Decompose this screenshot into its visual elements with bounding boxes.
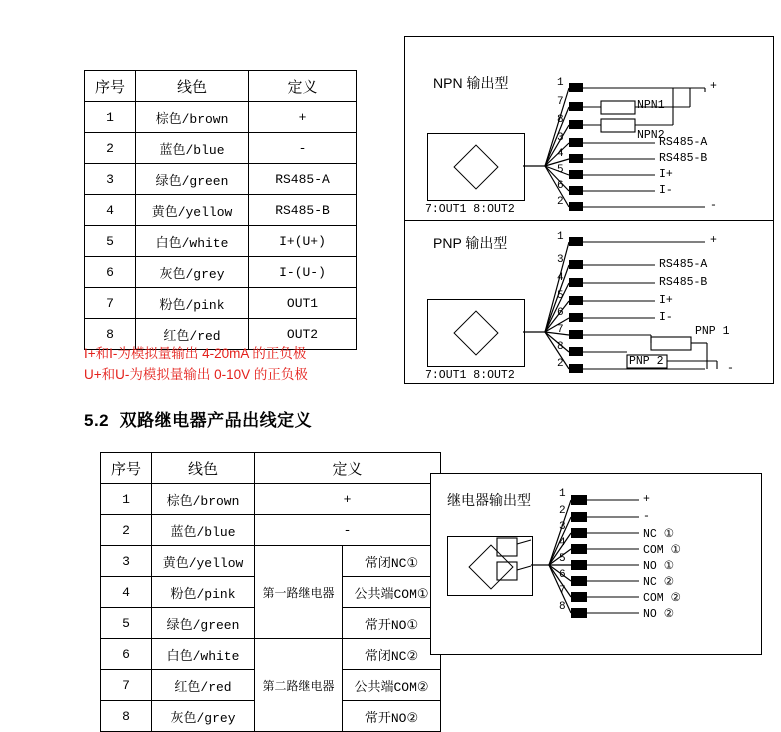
- cell-no: 2: [85, 133, 136, 164]
- cell-color: 粉色/pink: [152, 577, 255, 608]
- pnp-relay1-label: PNP 1: [695, 325, 730, 338]
- cell-group-relay2: 第二路继电器: [255, 639, 343, 732]
- table-header-row: [85, 71, 357, 102]
- relay-diagram-title: 继电器输出型: [447, 492, 531, 508]
- npn-term-iplus: I+: [659, 168, 673, 181]
- cell-color: 红色/red: [152, 670, 255, 701]
- wire-definition-table-2: [100, 452, 441, 732]
- table2-header-def: 定义: [255, 453, 441, 484]
- cell-def: 常闭NC②: [343, 639, 441, 670]
- cell-no: 3: [85, 164, 136, 195]
- pnp-pin-3: 3: [557, 254, 564, 266]
- pnp-term-rs485b: RS485-B: [659, 276, 708, 289]
- cell-no: 8: [85, 319, 136, 350]
- cell-color: 黄色/yellow: [136, 195, 249, 226]
- npn-relay2-label: NPN2: [637, 129, 665, 142]
- pnp-term-rs485a: RS485-A: [659, 258, 708, 271]
- section-number: 5.2: [84, 411, 110, 430]
- table-row: [101, 546, 441, 577]
- cell-no: 1: [85, 102, 136, 133]
- cell-def: RS485-A: [249, 164, 357, 195]
- cell-color: 棕色/brown: [136, 102, 249, 133]
- relay-term-com1: COM ①: [643, 544, 681, 557]
- pnp-pin-7: 7: [557, 324, 564, 336]
- cell-color: 白色/white: [152, 639, 255, 670]
- npn-pin-7: 7: [557, 96, 564, 108]
- cell-color: 灰色/grey: [136, 257, 249, 288]
- pnp-diagram-title: PNP 输出型: [433, 235, 508, 251]
- table-row: [85, 195, 357, 226]
- cell-def: 公共端COM②: [343, 670, 441, 701]
- relay-term-nc2: NC ②: [643, 576, 675, 589]
- table-row: [85, 164, 357, 195]
- cell-def: I-(U-): [249, 257, 357, 288]
- cell-color: 蓝色/blue: [136, 133, 249, 164]
- cell-no: 7: [85, 288, 136, 319]
- relay-term-no1: NO ①: [643, 560, 675, 573]
- pnp-pin-1: 1: [557, 231, 564, 243]
- section-title-text: 双路继电器产品出线定义: [119, 411, 313, 430]
- cell-color: 蓝色/blue: [152, 515, 255, 546]
- pnp-pin-6: 6: [557, 307, 564, 319]
- note-analog-current: I+和I-为模拟量输出 4-20mA 的正负极: [84, 346, 307, 361]
- cell-def: 常开NO①: [343, 608, 441, 639]
- relay-term-no2: NO ②: [643, 608, 675, 621]
- table1-header-def: 定义: [249, 71, 357, 102]
- relay-pin-7: 7: [559, 585, 566, 597]
- pnp-pin-4: 4: [557, 272, 564, 284]
- npn-term-rs485b: RS485-B: [659, 152, 708, 165]
- cell-color: 灰色/grey: [152, 701, 255, 732]
- table-row: [101, 639, 441, 670]
- cell-def: I+(U+): [249, 226, 357, 257]
- cell-def: 公共端COM①: [343, 577, 441, 608]
- cell-no: 4: [85, 195, 136, 226]
- table-row: [85, 226, 357, 257]
- relay-pin-2: 2: [559, 505, 566, 517]
- cell-no: 2: [101, 515, 152, 546]
- pnp-pin-5: 5: [557, 290, 564, 302]
- table-row: [85, 288, 357, 319]
- npn-pin-2: 2: [557, 196, 564, 208]
- cell-def: OUT2: [249, 319, 357, 350]
- cell-no: 6: [85, 257, 136, 288]
- pnp-term-iplus: I+: [659, 294, 673, 307]
- relay-term-negative: -: [643, 510, 650, 523]
- cell-no: 5: [101, 608, 152, 639]
- relay-wiring-lines: [431, 474, 761, 654]
- table-row: [101, 515, 441, 546]
- cell-color: 白色/white: [136, 226, 249, 257]
- npn-pin-1: 1: [557, 77, 564, 89]
- cell-color: 黄色/yellow: [152, 546, 255, 577]
- relay-pin-5: 5: [559, 553, 566, 565]
- npn-pin-4: 4: [557, 148, 564, 160]
- table-row: [101, 484, 441, 515]
- cell-no: 8: [101, 701, 152, 732]
- cell-color: 棕色/brown: [152, 484, 255, 515]
- table-header-row: [101, 453, 441, 484]
- table-row: [85, 257, 357, 288]
- cell-color: 粉色/pink: [136, 288, 249, 319]
- table-row: [85, 133, 357, 164]
- table2-header-color: 线色: [152, 453, 255, 484]
- table-row: [85, 102, 357, 133]
- pnp-sensor-output-label: 7:OUT1 8:OUT2: [425, 369, 515, 382]
- npn-diagram-title: NPN 输出型: [433, 75, 509, 91]
- cell-def: +: [249, 102, 357, 133]
- npn-pin-5: 5: [557, 164, 564, 176]
- npn-pin-3: 3: [557, 132, 564, 144]
- pnp-pin-8: 8: [557, 341, 564, 353]
- pnp-term-negative: -: [727, 362, 734, 375]
- npn-sensor-output-label: 7:OUT1 8:OUT2: [425, 203, 515, 216]
- relay-pin-1: 1: [559, 488, 566, 500]
- npn-pin-8: 8: [557, 114, 564, 126]
- cell-def: 常闭NC①: [343, 546, 441, 577]
- cell-def: RS485-B: [249, 195, 357, 226]
- table2-header-no: 序号: [101, 453, 152, 484]
- cell-no: 3: [101, 546, 152, 577]
- table1-header-color: 线色: [136, 71, 249, 102]
- npn-term-iminus: I-: [659, 184, 673, 197]
- relay-pin-4: 4: [559, 537, 566, 549]
- note-analog-voltage: U+和U-为模拟量输出 0-10V 的正负极: [84, 367, 308, 382]
- pnp-term-positive: +: [710, 234, 717, 247]
- cell-def: +: [255, 484, 441, 515]
- npn-term-negative: -: [710, 199, 717, 212]
- cell-def: -: [249, 133, 357, 164]
- relay-output-diagram-panel: [430, 473, 762, 655]
- cell-group-relay1: 第一路继电器: [255, 546, 343, 639]
- cell-color: 红色/red: [136, 319, 249, 350]
- output-type-diagram-panel: [404, 36, 774, 384]
- table1-header-no: 序号: [85, 71, 136, 102]
- section-heading: [84, 406, 312, 431]
- relay-term-com2: COM ②: [643, 592, 681, 605]
- npn-pin-6: 6: [557, 180, 564, 192]
- relay-pin-6: 6: [559, 569, 566, 581]
- cell-no: 7: [101, 670, 152, 701]
- relay-term-nc1: NC ①: [643, 528, 675, 541]
- cell-def: 常开NO②: [343, 701, 441, 732]
- pnp-relay2-label: PNP 2: [629, 355, 664, 368]
- pnp-term-iminus: I-: [659, 311, 673, 324]
- npn-relay1-label: NPN1: [637, 99, 665, 112]
- cell-no: 5: [85, 226, 136, 257]
- cell-def: -: [255, 515, 441, 546]
- relay-term-positive: +: [643, 493, 650, 506]
- cell-color: 绿色/green: [136, 164, 249, 195]
- cell-def: OUT1: [249, 288, 357, 319]
- npn-term-positive: +: [710, 80, 717, 93]
- relay-pin-8: 8: [559, 601, 566, 613]
- cell-color: 绿色/green: [152, 608, 255, 639]
- cell-no: 1: [101, 484, 152, 515]
- npn-term-rs485a: RS485-A: [659, 136, 708, 149]
- relay-pin-3: 3: [559, 521, 566, 533]
- cell-no: 4: [101, 577, 152, 608]
- wire-definition-table-1: [84, 70, 357, 350]
- pnp-pin-2: 2: [557, 358, 564, 370]
- cell-no: 6: [101, 639, 152, 670]
